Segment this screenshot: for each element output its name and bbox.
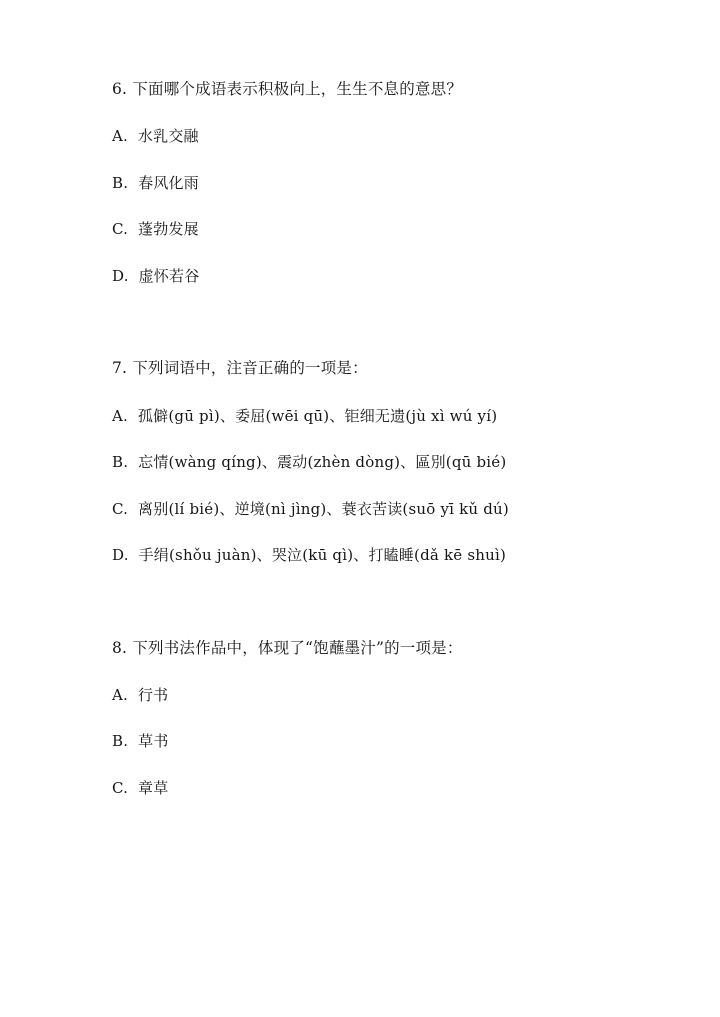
question-stem: 8. 下列书法作品中，体现了“饱蘸墨汁”的一项是： bbox=[112, 638, 463, 657]
option-a[interactable]: A. 行书 bbox=[112, 685, 169, 704]
question-spacer bbox=[112, 607, 608, 637]
option-c[interactable]: C. 离别(lí bié)、逆境(nì jìng)、蓑衣苦读(suō yī kǔ dú) bbox=[112, 499, 509, 518]
option-a[interactable]: A. 水乳交融 bbox=[112, 127, 199, 146]
option-a[interactable]: A. 孤僻(gū pì)、委屈(wēi qū)、钜细无遗(jù xì wú yí) bbox=[112, 406, 498, 425]
option-c[interactable]: C. 蓬勃发展 bbox=[112, 220, 199, 239]
option-c[interactable]: C. 章草 bbox=[112, 778, 169, 797]
option-b[interactable]: B. 春风化雨 bbox=[112, 173, 199, 192]
question-block-6 bbox=[112, 78, 608, 287]
option-d[interactable]: D. 手绢(shǒu juàn)、哭泣(kū qì)、打瞌睡(dǎ kē shuì) bbox=[112, 546, 507, 564]
question-stem: 6. 下面哪个成语表示积极向上，生生不息的意思？ bbox=[112, 80, 463, 98]
question-stem: 7. 下列词语中，注音正确的一项是： bbox=[112, 359, 368, 378]
option-b[interactable]: B. 草书 bbox=[112, 732, 169, 751]
question-block-7 bbox=[112, 357, 608, 566]
option-d[interactable]: D. 虚怀若谷 bbox=[112, 266, 200, 285]
option-b[interactable]: B. 忘情(wàng qíng)、震动(zhèn dòng)、區別(qū bié) bbox=[112, 453, 507, 471]
question-spacer bbox=[112, 327, 608, 357]
question-block-8 bbox=[112, 637, 608, 800]
